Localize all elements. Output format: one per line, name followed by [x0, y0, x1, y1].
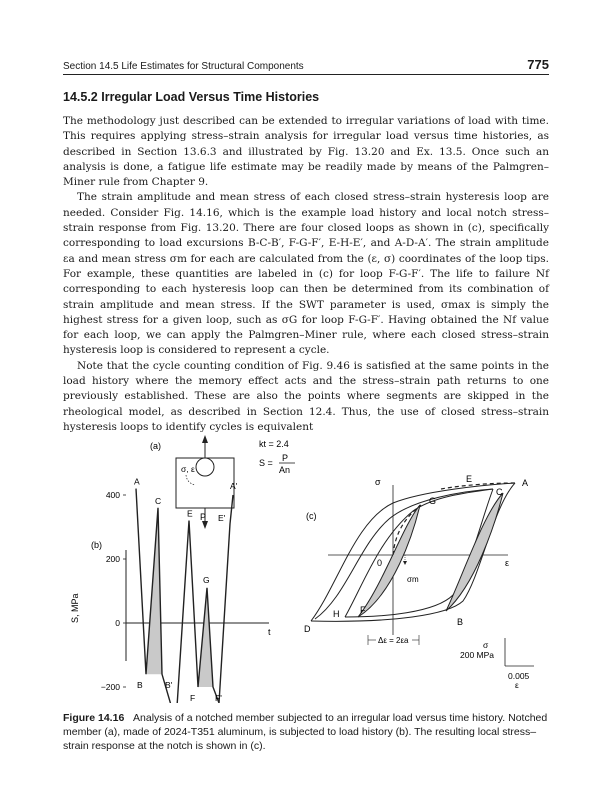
load-arrow-down	[202, 521, 208, 529]
caption-label: Figure 14.16	[63, 712, 125, 724]
b-point-label: A	[134, 476, 140, 487]
loop-b-c	[446, 493, 503, 611]
c-label-b: B	[457, 617, 464, 627]
c-label-c: C	[496, 487, 503, 497]
b-point-label: B'	[165, 680, 173, 691]
s-numerator: P	[282, 453, 289, 463]
header-rule	[63, 74, 549, 75]
b-point-label: A'	[230, 481, 238, 491]
loop-f-g	[358, 505, 420, 617]
c-label-g: G	[429, 496, 437, 506]
c-label-a: A	[522, 478, 529, 488]
b-point-label: F	[190, 693, 196, 703]
header-section: Section 14.5 Life Estimates for Structural Components	[63, 61, 304, 72]
b-ylabel: S, MPa	[70, 593, 80, 623]
scale-eps-value: 0.005	[508, 671, 530, 681]
scale-eps-label: ε	[515, 680, 519, 690]
b-tick-label: 400	[105, 490, 120, 500]
panel-b-label: (b)	[91, 540, 102, 550]
sigma-m-label: σm	[407, 575, 419, 584]
b-point-label: C	[155, 495, 162, 506]
paragraph-2: The strain amplitude and mean stress of each closed stress–strain hysteresis loop are needed. Consider Fig. 14.16, which is the example load history and local notch stress–strain response from Fig. 13.20. There are four closed loops as shown in (c), specifically corresponding to load excursions B-C-B′, F-G-F′, E-H-E′, and A-D-A′. The strain amplitude εa and mean stress σm for each are calculated from the (ε, σ) coordinates of the loop tips. For example, these quantities are labeled in (c) for loop F-G-F′. The life to failure Nf corresponding to each hysteresis loop can then be determined from its combination of strain amplitude and mean stress. If the SWT parameter is used, σmax is simply the highest stress for a given loop, such as σG for loop F-G-F′. Having obtained the Nf value for each loop, we can apply the Palmgren–Miner rule, where each closed stress–strain hysteresis loop is considered to represent a cycle.	[63, 191, 549, 357]
loop-outer-lower	[311, 483, 515, 621]
b-point-label: F'	[215, 693, 222, 703]
b-point-label: G	[203, 574, 210, 585]
c-label-d: D	[304, 624, 311, 634]
scale-sigma-label: σ	[483, 640, 489, 650]
c-eps-label: ε	[505, 558, 510, 568]
field-label: σ, ε	[181, 464, 195, 474]
panel-a-label: (a)	[150, 441, 161, 451]
b-point-label: B	[137, 680, 143, 691]
kt-label: kt = 2.4	[259, 439, 289, 449]
c-sigma-label: σ	[375, 477, 381, 487]
delta-eps-label: Δε = 2εa	[378, 636, 409, 645]
s-label: S =	[259, 458, 273, 468]
figure-caption	[63, 711, 549, 753]
b-tick-label: 0	[115, 618, 120, 628]
running-header	[63, 58, 549, 74]
paragraph-1: The methodology just described can be extended to irregular variations of load with time. This requires applying stress–strain analysis for irregular load versus time histories, as described in Section 13.6.3 and illustrated by Fig. 13.20 and Ex. 13.5. Once such an analysis is done, a fatigue life estimate may be readily made by means of the Palmgren–Miner rule from Chapter 9.	[63, 115, 549, 189]
panel-c-label: (c)	[306, 511, 317, 521]
b-tick-label: 200	[105, 554, 120, 564]
b-tick-group	[101, 490, 126, 703]
c-label-h: H	[333, 609, 340, 619]
b-point-label: E	[187, 508, 193, 519]
page-number: 775	[527, 57, 549, 72]
body-text	[63, 114, 549, 435]
s-denominator: An	[279, 465, 291, 475]
b-xlabel: t	[268, 627, 271, 637]
c-label-e: E	[466, 474, 473, 484]
paragraph-3: Note that the cycle counting condition of Fig. 9.46 is satisfied at the same points in the load history where the memory effect acts and the stress–strain path returns to one previously established. These are also the points where segments are skipped in the rheological model, as described in Section 12.4. Thus, the use of closed stress–strain hysteresis loops to identify cycles is equivalent	[63, 359, 549, 433]
load-arrow-up	[202, 435, 208, 443]
panel-c	[304, 474, 534, 690]
section-title: 14.5.2 Irregular Load Versus Time Histories	[63, 90, 320, 104]
c-origin-label: 0	[377, 558, 383, 568]
figure-14-16	[63, 435, 549, 703]
loop-outer-upper	[311, 483, 515, 621]
panel-b	[70, 477, 271, 703]
caption-text: Analysis of a notched member subjected to an irregular load versus time history. Notched member (a), made of 2024-T351 aluminum, is subjected to load history (b). The resulting local stress–strain response at the notch is shown in (c).	[63, 712, 548, 752]
load-label: P	[200, 512, 207, 522]
scale-sigma-value: 200 MPa	[460, 650, 495, 660]
b-point-label: E'	[218, 512, 226, 523]
notch-hole	[196, 458, 214, 476]
b-tick-label: −200	[100, 682, 120, 692]
c-label-f: F	[360, 605, 366, 615]
